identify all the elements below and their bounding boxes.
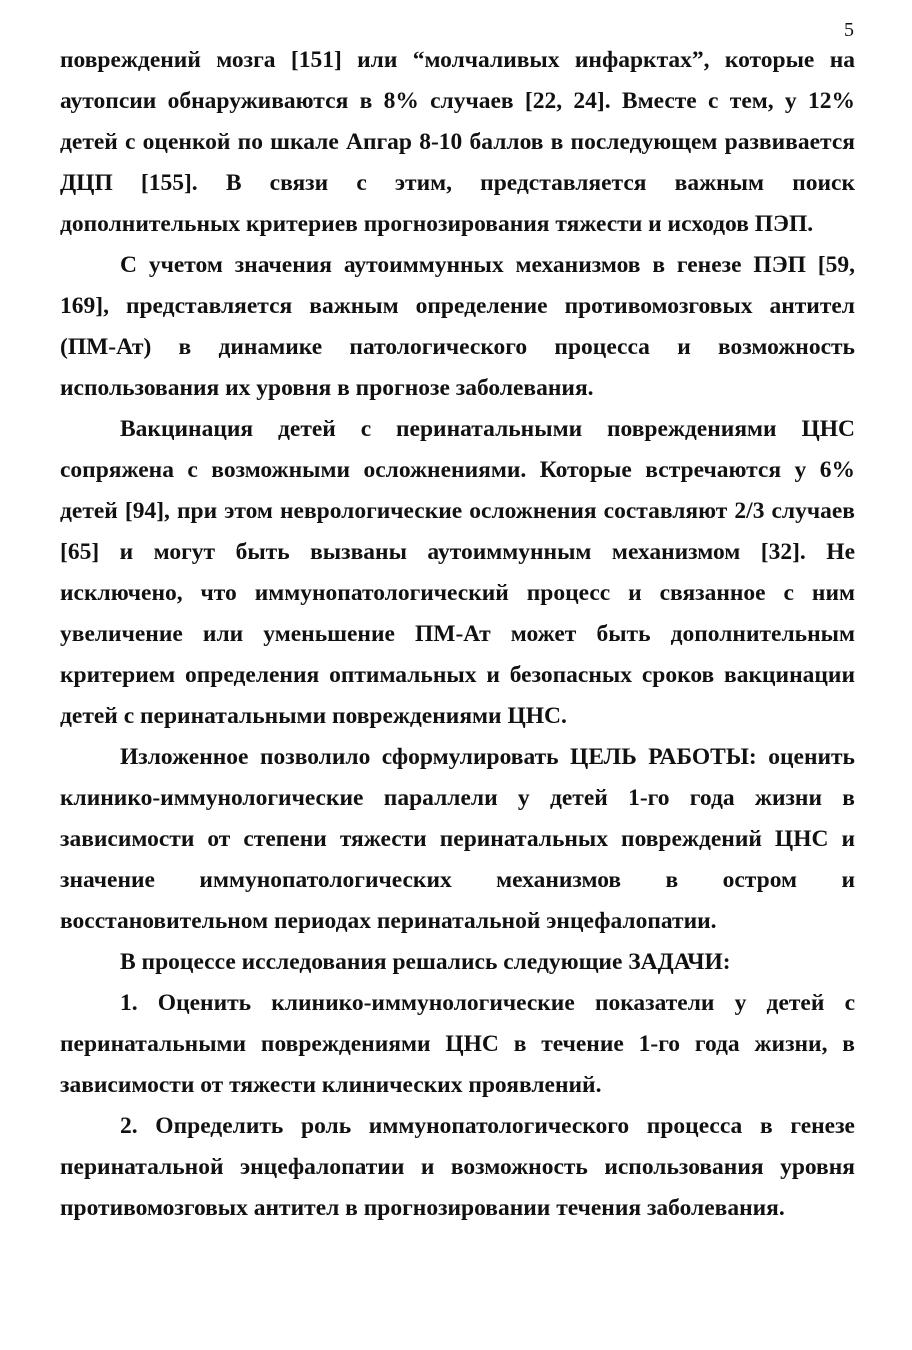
paragraph-task-1: 1. Оценить клинико-иммунологические показатели у детей с перинатальными повреждениями ЦНС в течение 1-го года жизни, в зависимости от тяжести клинических проявлений. bbox=[60, 990, 855, 1098]
paragraph-tasks-heading: В процессе исследования решались следующие ЗАДАЧИ: bbox=[120, 949, 731, 975]
paragraph-task-2: 2. Определить роль иммунопатологического процесса в генезе перинатальной энцефалопатии и возможность использования уровня противомозговых антител в прогнозировании течения заболевания. bbox=[60, 1113, 855, 1221]
paragraph-research-goal: Изложенное позволило сформулировать ЦЕЛЬ РАБОТЫ: оценить клинико-иммунологические параллели у детей 1-го года жизни в зависимости от степени тяжести перинатальных повреждений ЦНС и значение иммунопатологических механизмов в остром и восстановительном периодах перинатальной энцефалопатии. bbox=[60, 744, 855, 934]
paragraph-intro-continuation: повреждений мозга [151] или “молчаливых инфарктах”, которые на аутопсии обнаруживаются в 8% случаев [22, 24]. Вместе с тем, у 12% детей с оценкой по шкале Апгар 8-10 баллов в последующем развивается ДЦП [155]. В связи с этим, представляется важным поиск дополнительных критериев прогнозирования тяжести и исходов ПЭП. bbox=[60, 47, 855, 237]
document-body bbox=[60, 40, 855, 1229]
paragraph-autoimmune-mechanisms: С учетом значения аутоиммунных механизмов в генезе ПЭП [59, 169], представляется важным определение противомозговых антител (ПМ-Ат) в динамике патологического процесса и возможность использования их уровня в прогнозе заболевания. bbox=[60, 252, 855, 401]
paragraph-vaccination: Вакцинация детей с перинатальными повреждениями ЦНС сопряжена с возможными осложнениями. Которые встречаются у 6% детей [94], при этом неврологические осложнения составляют 2/3 случаев [65] и могут быть вызваны аутоиммунным механизмом [32]. Не исключено, что иммунопатологический процесс и связанное с ним увеличение или уменьшение ПМ-Ат может быть дополнительным критерием определения оптимальных и безопасных сроков вакцинации детей с перинатальными повреждениями ЦНС. bbox=[60, 416, 855, 729]
page-number: 5 bbox=[844, 19, 854, 41]
